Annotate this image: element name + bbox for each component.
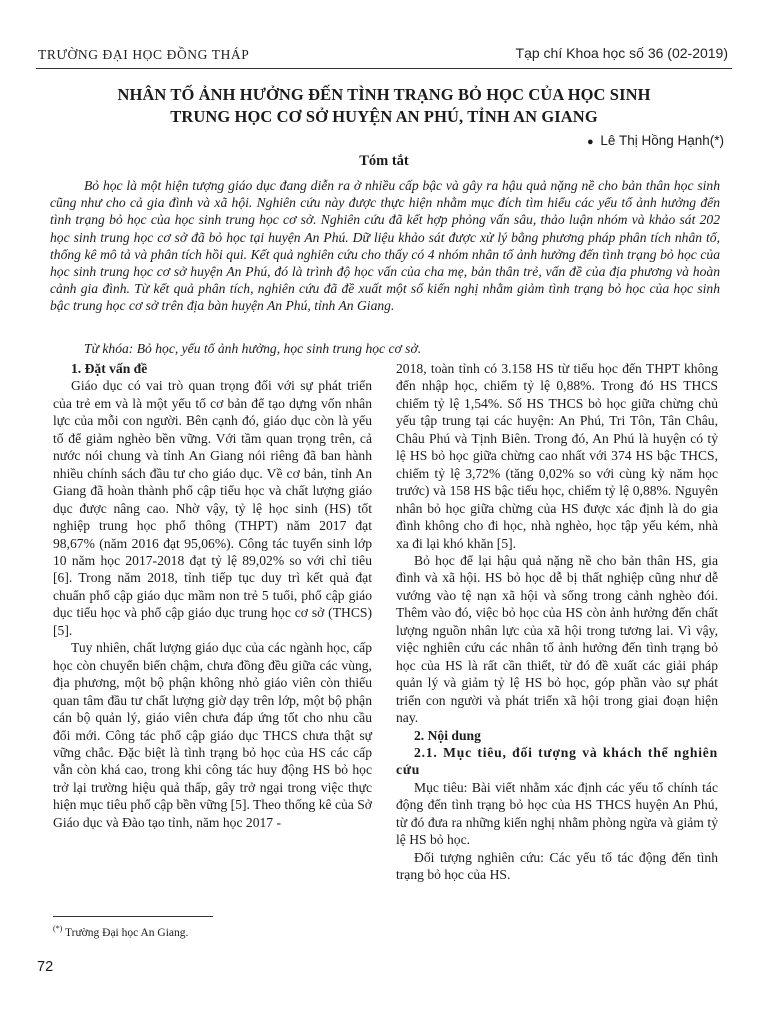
paragraph: Bỏ học để lại hậu quả nặng nề cho bản thân HS, gia đình và xã hội. HS bỏ học dễ bị thất nghiệp cũng như dễ vướng vào tệ nạn xã hội và sống trong cảnh nghèo đói. Thêm vào đó, việc bỏ học của HS còn ảnh hưởng đến chất lượng nguồn nhân lực của xã hội trong tương lai. Vì vậy, việc nghiên cứu các nhân tố ảnh hưởng đến tình trạng bỏ học của HS là rất cần thiết, từ đó đề xuất các giải pháp quản lý và giảm tỷ lệ HS bỏ học, góp phần vào sự phát triển con người và phát triển xã hội trong giai đoạn hiện nay. bbox=[396, 552, 718, 726]
header-divider bbox=[36, 68, 732, 69]
article-title bbox=[40, 84, 728, 128]
section-2-heading: 2. Nội dung bbox=[414, 727, 481, 743]
page-number: 72 bbox=[37, 959, 54, 975]
abstract-text: Bỏ học là một hiện tượng giáo dục đang diễn ra ở nhiều cấp bậc và gây ra hậu quả nặng nề cho bản thân học sinh cũng như cho cả gia đình và xã hội. Nghiên cứu này được thực hiện nhằm mục đích tìm hiểu các yếu tố ảnh hưởng đến tình trạng bỏ học của học sinh trung học cơ sở. Nghiên cứu đã kết hợp phỏng vấn sâu, thảo luận nhóm và khảo sát 202 học sinh trung học cơ sở đã bỏ học tại huyện An Phú. Dữ liệu khảo sát được xử lý bằng phương pháp phân tích nhân tố, thống kê mô tả và phân tích hồi qui. Kết quả nghiên cứu cho thấy có 4 nhóm nhân tố ảnh hưởng đến tình trạng bỏ học của học sinh trung học cơ sở huyện An Phú, đó là trình độ học vấn của cha mẹ, bản thân trẻ, vấn đề của địa phương và hoàn cảnh gia đình. Từ kết quả phân tích, nghiên cứu đã đề xuất một số kiến nghị nhằm giảm tình trạng bỏ học của học sinh bậc trung học cơ sở trên địa bàn huyện An Phú, tỉnh An Giang. bbox=[50, 178, 720, 314]
author-line bbox=[587, 133, 724, 148]
abstract-heading: Tóm tắt bbox=[359, 153, 409, 169]
keywords: Từ khóa: Bỏ học, yếu tố ảnh hưởng, học sinh trung học cơ sở. bbox=[84, 341, 422, 356]
paragraph: Mục tiêu: Bài viết nhằm xác định các yếu tố chính tác động đến tình trạng bỏ học của HS THCS huyện An Phú, từ đó đưa ra những kiến nghị nhằm phòng ngừa và giảm tỷ lệ HS bỏ học. bbox=[396, 779, 718, 848]
title-line-1: NHÂN TỐ ẢNH HƯỞNG ĐẾN TÌNH TRẠNG BỎ HỌC CỦA HỌC SINH bbox=[117, 85, 651, 104]
journal-institution: TRƯỜNG ĐẠI HỌC ĐỒNG THÁP bbox=[38, 47, 250, 62]
journal-issue: Tạp chí Khoa học số 36 (02-2019) bbox=[515, 45, 728, 61]
title-line-2: TRUNG HỌC CƠ SỞ HUYỆN AN PHÚ, TỈNH AN GIANG bbox=[170, 107, 598, 126]
footnote-divider bbox=[53, 916, 213, 917]
paragraph: Đối tượng nghiên cứu: Các yếu tố tác động đến tình trạng bỏ học của HS. bbox=[396, 849, 718, 883]
paragraph: Tuy nhiên, chất lượng giáo dục của các ngành học, cấp học còn chuyển biến chậm, chưa đồng đều giữa các vùng, địa phương, một bộ phận không nhỏ giáo viên còn thiếu quan tâm đầu tư chất lượng giờ dạy trên lớp, một bộ phận cán bộ quản lý, giáo viên chưa đáp ứng tốt cho nhu cầu đổi mới. Công tác phổ cập giáo dục THCS chưa thật sự vững chắc. Đặc biệt là tình trạng bỏ học của HS các cấp vẫn còn khá cao, trong khi công tác huy động HS bỏ học trở lại trường hiệu quả thấp, gây trở ngại trong việc thực hiện mục tiêu phổ cập bền vững [5]. Theo thống kê của Sở Giáo dục và Đào tạo tỉnh, năm học 2017 - bbox=[53, 640, 372, 830]
footnote bbox=[53, 924, 188, 939]
paragraph: 2018, toàn tỉnh có 3.158 HS từ tiểu học đến THPT không đến nhập học, chiếm tỷ lệ 0,88%. Trong đó HS THCS chiếm tỷ lệ 1,54%. Số HS THCS bỏ học giữa chừng chủ yếu tập trung tại các huyện: An Phú, Tri Tôn, Tân Châu, Châu Phú và Tịnh Biên. Trong đó, An Phú là huyện có tỷ lệ HS bỏ học giữa chừng cao nhất với 374 HS bậc THCS, chiếm tỷ lệ 3,72% (tăng 0,02% so với cùng kỳ năm học trước) và 158 HS bậc tiểu học, chiếm tỷ lệ 0,88%. Nguyên nhân bỏ học giữa chừng của HS được xác định là do gia đình không cho đi học, nhà nghèo, học tập yếu kém, nhà xa đi lại khó khăn [5]. bbox=[396, 361, 718, 551]
footnote-text: Trường Đại học An Giang. bbox=[62, 926, 189, 939]
left-column bbox=[53, 360, 372, 831]
footnote-marker: (*) bbox=[53, 924, 63, 933]
bullet-icon: ● bbox=[587, 136, 594, 148]
paragraph: Giáo dục có vai trò quan trọng đối với sự phát triển của trẻ em và là một yếu tố cơ bản để tạo dựng vốn nhân lực của mỗi con người. Bên cạnh đó, giáo dục còn là yếu tố để giảm nghèo bền vững. Với tầm quan trọng trên, cả nước nói chung và tỉnh An Giang nói riêng đã ban hành nhiều chính sách đầu tư cho giáo dục. Về cơ bản, tỉnh An Giang đã hoàn thành phổ cập tiểu học và chất lượng giáo dục được nâng cao. Nhờ vậy, tỷ lệ học sinh (HS) tốt nghiệp trung học phổ thông (THPT) năm 2017 đạt 98,67% (năm 2016 đạt 95,06%). Công tác tuyển sinh lớp 10 năm học 2017-2018 đạt tỷ lệ 89,02% so với chỉ tiêu [6]. Trong năm 2018, tỉnh tiếp tục duy trì kết quả đạt chuẩn phổ cập giáo dục mầm non trẻ 5 tuổi, phổ cập giáo dục tiểu học và phổ cập giáo dục trung học cơ sở (THCS) [5]. bbox=[53, 378, 372, 638]
author-name: Lê Thị Hồng Hạnh(*) bbox=[600, 133, 724, 148]
subsection-2-1-heading: 2.1. Mục tiêu, đối tượng và khách thể nghiên cứu bbox=[396, 744, 718, 778]
section-1-heading: 1. Đặt vấn đề bbox=[71, 361, 148, 376]
right-column bbox=[396, 360, 718, 884]
